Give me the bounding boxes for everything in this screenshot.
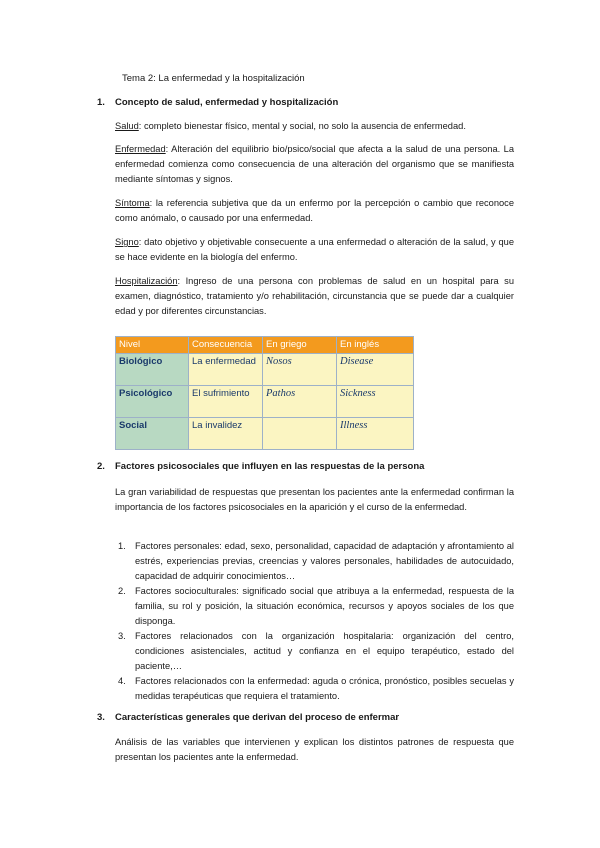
table-header-row (116, 337, 414, 354)
table-header-cell: En inglés (337, 337, 414, 354)
definition-sintoma (115, 196, 514, 226)
table-cell: Nosos (263, 354, 337, 386)
list-item-number: 3. (118, 631, 126, 641)
table-cell: El sufrimiento (189, 386, 263, 418)
definition-term: Salud (115, 121, 139, 131)
list-item (115, 539, 514, 584)
levels-table (115, 336, 414, 450)
table-cell: La invalidez (189, 418, 263, 450)
list-item (115, 674, 514, 704)
list-item-text: Factores relacionados con la enfermedad: aguda o crónica, pronóstico, posibles secuelas y medidas terapéuticas que requiera el tratamiento. (135, 676, 514, 701)
table-cell-level: Social (116, 418, 189, 450)
definition-text: : dato objetivo y objetivable consecuente a una enfermedad o alteración de la salud, y que se hace evidente en la biología del enfermo. (115, 237, 514, 262)
list-item-text: Factores socioculturales: significado social que atribuya a la enfermedad, respuesta de la familia, su rol y posición, la situación económica, recursos y apoyos sociales de los que disponga. (135, 586, 514, 626)
table-cell-level: Biológico (116, 354, 189, 386)
table-cell: Sickness (337, 386, 414, 418)
definition-salud (115, 119, 514, 134)
definition-term: Enfermedad (115, 144, 166, 154)
definition-term: Signo (115, 237, 139, 247)
section-title: Características generales que derivan del proceso de enfermar (115, 712, 400, 723)
definition-enfermedad (115, 142, 514, 187)
list-item-text: Factores personales: edad, sexo, personalidad, capacidad de adaptación y afrontamiento al estrés, experiencias previas, creencias y valores personales, habilidades de autocuidado, capacidad de adquirir conocimientos… (135, 541, 514, 581)
list-item-number: 1. (118, 541, 126, 551)
table-header-cell: Consecuencia (189, 337, 263, 354)
table-header-cell: En griego (263, 337, 337, 354)
list-item (115, 584, 514, 629)
definition-text: : la referencia subjetiva que da un enfermo por la percepción o cambio que reconoce como anómalo, o causado por una enfermedad. (115, 198, 514, 223)
list-item-text: Factores relacionados con la organización hospitalaria: organización del centro, condiciones asistenciales, actitud y confianza en el equipo terapéutico, estado del paciente,… (135, 631, 514, 671)
table-cell: Pathos (263, 386, 337, 418)
section-number: 2. (97, 461, 105, 472)
definition-term: Síntoma (115, 198, 150, 208)
section-number: 1. (97, 97, 105, 108)
table-cell-level: Psicológico (116, 386, 189, 418)
list-item-number: 4. (118, 676, 126, 686)
table-row (116, 386, 414, 418)
section-title: Factores psicosociales que influyen en las respuestas de la persona (115, 461, 425, 472)
definition-text: : Alteración del equilibrio bio/psico/social que afecta a la salud de una persona. La enfermedad comienza como consecuencia de una alteración del organismo que se manifiesta mediante síntomas y signos. (115, 144, 514, 184)
document-title: Tema 2: La enfermedad y la hospitalización (122, 73, 305, 84)
definition-signo (115, 235, 514, 265)
section-3-intro: Análisis de las variables que intervienen y explican los distintos patrones de respuesta que presentan los pacientes ante la enfermedad. (115, 737, 514, 762)
definition-text: : completo bienestar físico, mental y social, no solo la ausencia de enfermedad. (138, 121, 466, 131)
definition-text: : Ingreso de una persona con problemas de salud en un hospital para su examen, diagnóstico, tratamiento y/o rehabilitación, circunstancia que se puede dar a cualquier edad y por diferentes circunstancias. (115, 276, 514, 316)
definition-term: Hospitalización (115, 276, 178, 286)
table-header-cell: Nivel (116, 337, 189, 354)
table-cell: Illness (337, 418, 414, 450)
table-cell: La enfermedad (189, 354, 263, 386)
section-2-intro: La gran variabilidad de respuestas que presentan los pacientes ante la enfermedad confirman la importancia de los factores psicosociales en la aparición y el curso de la enfermedad. (115, 487, 514, 512)
table-cell: Disease (337, 354, 414, 386)
list-item (115, 629, 514, 674)
section-title: Concepto de salud, enfermedad y hospitalización (115, 97, 339, 108)
list-item-number: 2. (118, 586, 126, 596)
factors-list (115, 539, 514, 704)
section-number: 3. (97, 712, 105, 723)
table-row (116, 418, 414, 450)
table-cell (263, 418, 337, 450)
table-row (116, 354, 414, 386)
definition-hospitalizacion (115, 274, 514, 319)
